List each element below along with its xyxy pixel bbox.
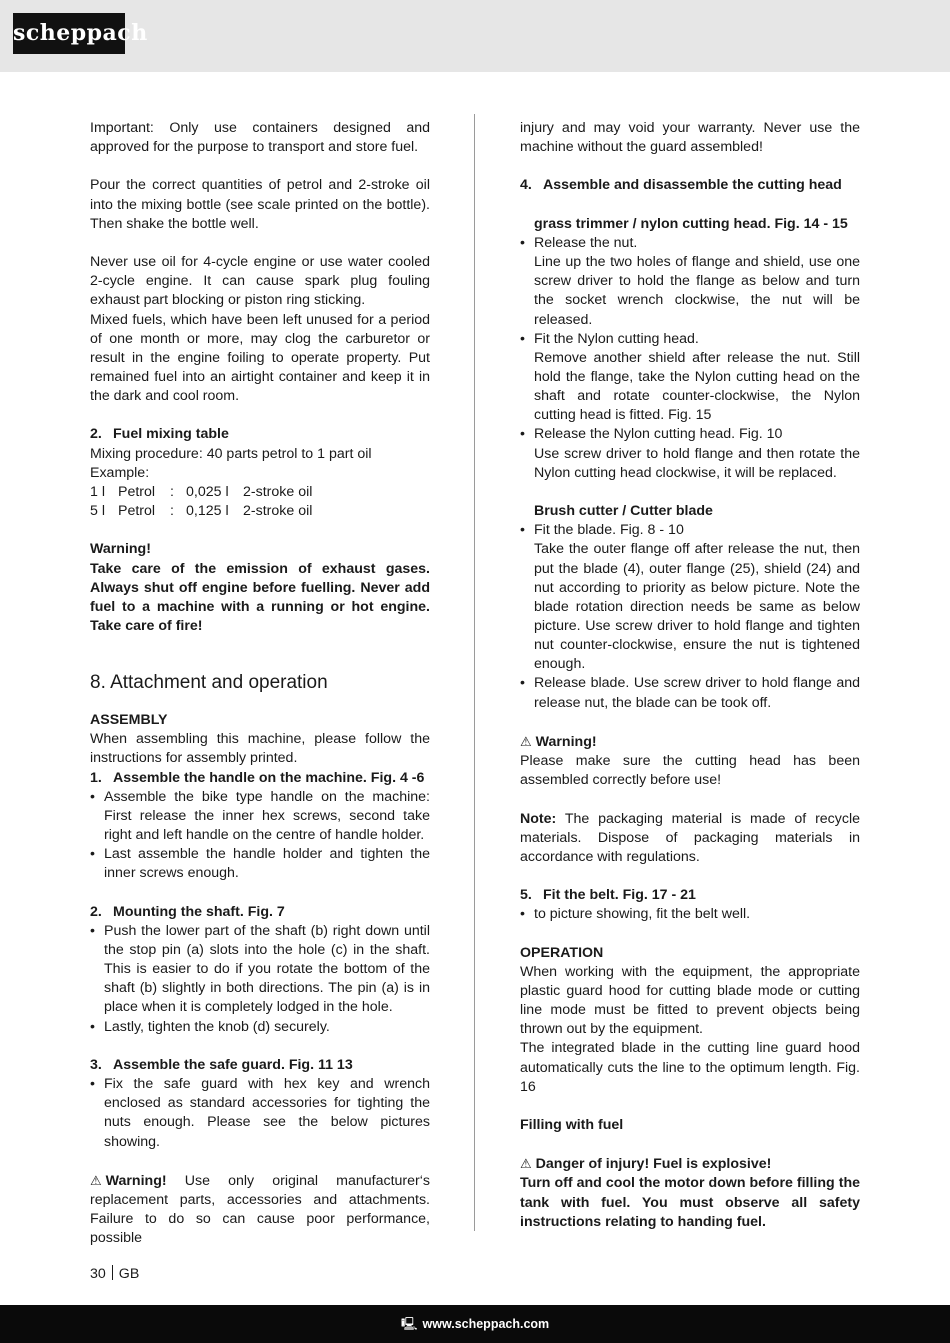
website-link[interactable]: www.scheppach.com: [422, 1317, 550, 1331]
page-number: 30 GB: [90, 1266, 140, 1282]
step5-heading: 5. Fit the belt. Fig. 17 - 21: [520, 887, 696, 904]
grass-trimmer-heading: grass trimmer / nylon cutting head. Fig. 14 - 15: [534, 215, 848, 232]
note-paragraph: Note: The packaging material is made of recycle materials. Dispose of packaging materials in accordance with regulations.: [520, 810, 861, 865]
list-item: • Release the nut. Line up the two holes of flange and shield, use one screw driver to hold the flange as below and turn the socket wrench clockwise, the nut will be released.: [520, 234, 860, 330]
list-item: • Fit the Nylon cutting head. Remove another shield after release the nut. Still hold the flange, take the Nylon cutting head on the shaft and rotate counter-clockwise, the Nylon cutting head is fitted. Fig. 15: [520, 330, 860, 426]
operation-paragraph: When working with the equipment, the appropriate plastic guard hood for cutting blade mode or cutting line mode must be fitted to prevent objects being thrown out by the equipment.: [520, 963, 860, 1038]
warning-title: Warning!: [90, 541, 151, 558]
mix-row: 5 l Petrol : 0,125 l 2-stroke oil: [90, 503, 313, 520]
important-paragraph: Important: Only use containers designed and approved for the purpose to transport and store fuel.: [90, 120, 430, 156]
grass-trimmer-section: [520, 215, 860, 234]
warning-title: ⚠ Warning!: [520, 733, 597, 750]
step3-heading: 3. Assemble the safe guard. Fig. 11 13: [90, 1056, 353, 1073]
danger-text: Turn off and cool the motor down before filling the tank with fuel. You must observe all safety instructions relating to handing fuel.: [520, 1175, 860, 1230]
example-label: Example:: [90, 464, 150, 481]
list-item: • Release blade. Use screw driver to hold flange and release nut, the blade can be took off.: [520, 674, 860, 712]
page-header: [0, 0, 950, 72]
list-item: • Release the Nylon cutting head. Fig. 10 Use screw driver to hold flange and then rotate the Nylon cutting head clockwise, it will be replaced.: [520, 425, 860, 482]
scheppach-logo: scheppach: [13, 13, 125, 54]
monitor-icon: 🖳: [400, 1317, 418, 1331]
list-item: • Lastly, tighten the knob (d) securely.: [90, 1018, 430, 1037]
warning-triangle-icon: ⚠: [90, 1172, 102, 1188]
warning-text: Take care of the emission of exhaust gases. Always shut off engine before fuelling. Never add fuel to a machine with a running or hot engine. Take care of fire!: [90, 560, 430, 634]
fuel-mixing-heading: 2. Fuel mixing table: [90, 426, 229, 443]
warning-triangle-icon: ⚠: [520, 1156, 532, 1172]
list-item: • Fit the blade. Fig. 8 - 10 Take the outer flange off after release the nut, then put the blade (4), outer flange (25), shield (24) and nut according to priority as below picture. Note the blade rotation direction needs be same as below picture. Use screw driver to hold flange and tighten nut counter-clockwise, ensure the nut is tightened enough.: [520, 521, 860, 674]
list-item: • Fix the safe guard with hex key and wrench enclosed as standard accessories for tighting the nuts enough. Please see the below pictures showing.: [90, 1075, 430, 1152]
assembly-heading: ASSEMBLY: [90, 712, 168, 729]
operation-paragraph: The integrated blade in the cutting line guard hood automatically cuts the line to the optimum length. Fig. 16: [520, 1040, 860, 1095]
step2-heading: 2. Mounting the shaft. Fig. 7: [90, 903, 285, 920]
danger-title: ⚠ Danger of injury! Fuel is explosive!: [520, 1156, 772, 1173]
never-use-paragraph: Never use oil for 4-cycle engine or use water cooled 2-cycle engine. It can cause spark plug fouling exhaust part blocking or piston ring sticking.: [90, 254, 430, 309]
warning-triangle-icon: ⚠: [520, 733, 532, 749]
warning-paragraph: ⚠ Warning! Use only original manufacturer‘s replacement parts, accessories and attachments. Failure to do so can cause poor performance, possible: [90, 1172, 430, 1247]
section-title: 8. Attachment and operation: [90, 672, 328, 694]
step4-heading: 4. Assemble and disassemble the cutting head: [520, 177, 842, 194]
list-item: • Push the lower part of the shaft (b) right down until the stop pin (a) slots into the hole (c) in the shaft. This is easier to do if you rotate the bottom of the shaft (b) slightly in both directions. The pin (a) is in place when it is completely lodged in the hole.: [90, 922, 430, 1018]
left-column: [90, 119, 430, 1248]
list-item: • Last assemble the handle holder and tighten the inner screws enough.: [90, 845, 430, 883]
mixing-procedure: Mixing procedure: 40 parts petrol to 1 part oil: [90, 445, 372, 462]
operation-heading: OPERATION: [520, 944, 604, 961]
right-column: [520, 119, 860, 1232]
warning-text: Please make sure the cutting head has been assembled correctly before use!: [520, 753, 860, 789]
continued-paragraph: injury and may void your warranty. Never use the machine without the guard assembled!: [520, 120, 860, 156]
page-footer: [0, 1305, 950, 1343]
assembly-intro: When assembling this machine, please follow the instructions for assembly printed.: [90, 731, 430, 767]
mixed-fuels-paragraph: Mixed fuels, which have been left unused for a period of one month or more, may clog the carburetor or result in the engine foiling to operate property. Put remained fuel into an airtight container and keep it in the dark and cool room.: [90, 311, 430, 405]
filling-heading: Filling with fuel: [520, 1117, 624, 1133]
step1-heading: 1. Assemble the handle on the machine. Fig. 4 -6: [90, 769, 425, 786]
mix-row: 1 l Petrol : 0,025 l 2-stroke oil: [90, 483, 313, 500]
brush-cutter-heading: Brush cutter / Cutter blade: [534, 503, 713, 520]
list-item: • to picture showing, fit the belt well.: [520, 905, 860, 924]
pour-paragraph: Pour the correct quantities of petrol and 2-stroke oil into the mixing bottle (see scale printed on the bottle). Then shake the bottle well.: [90, 177, 430, 232]
column-divider: [474, 114, 475, 1231]
list-item: • Assemble the bike type handle on the machine: First release the inner hex screws, second take right and left handle on the centre of handle holder.: [90, 788, 430, 845]
